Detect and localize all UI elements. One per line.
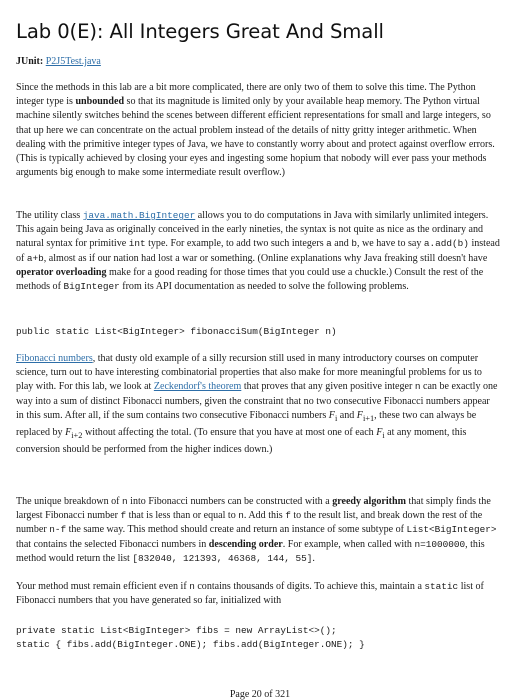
code-static-list [16, 624, 365, 652]
page-number-footer: Page 20 of 321 [229, 689, 291, 700]
inline-code: b [351, 238, 357, 250]
inline-code: f [285, 510, 291, 522]
text: , we have to say [356, 238, 424, 250]
text: contains thousands of digits. To achieve this, maintain a [194, 581, 425, 592]
text: The unique breakdown of [16, 496, 123, 507]
code-signature: public static List<BigInteger> fibonacciSum(BigInteger n) [16, 326, 337, 337]
paragraph-fibonacci [16, 352, 500, 457]
text: instead of [16, 238, 500, 264]
code-line: private static List<BigInteger> fibs = new ArrayList<>(); [16, 625, 337, 636]
inline-code: List<BigInteger> [406, 524, 497, 536]
code-line: static { fibs.add(BigInteger.ONE); fibs.add(BigInteger.ONE); } [16, 639, 365, 651]
inline-code: n=1000000 [414, 538, 466, 550]
bold-term-unbounded: unbounded [75, 96, 125, 108]
math-subscript: i [382, 431, 385, 441]
paragraph-biginteger [16, 209, 500, 294]
math-subscript: i [334, 413, 338, 423]
text: The utility class [16, 210, 83, 221]
inline-code: static [424, 581, 459, 592]
text: list of Fibonacci numbers that you have generated so far, initialized with [16, 581, 484, 607]
text: to the result list, and break down the rest of the number [16, 510, 483, 536]
text: type. For example, to add two such integers [145, 238, 327, 250]
text: . For example, when called with [282, 538, 415, 550]
text: and [331, 238, 352, 250]
junit-line [16, 56, 101, 67]
text: , almost as if our nation had lost a war or something. (Online explanations why Java freaking still doesn't have [43, 252, 488, 264]
inline-code: BigInteger [63, 281, 120, 293]
text: into Fibonacci numbers can be constructed with a [127, 496, 333, 507]
math-subscript: i+1 [362, 413, 375, 423]
text: can be exactly one way into a sum of distinct Fibonacci numbers, given the constraint that no two consecutive Fibonacci numbers appear in this sum. After all, if the sum contains two consecutive Fibonacci numbers [16, 381, 498, 421]
fibonacci-numbers-link[interactable]: Fibonacci numbers [16, 353, 93, 364]
text: . [312, 552, 315, 564]
junit-label: JUnit: [16, 56, 44, 67]
text: allows you to do computations in Java with similarly unlimited integers. This again being Java as originally conceived in the early nineties, the syntax is not quite as nice as the ordinary and natural syntax for primitive [16, 210, 489, 250]
text: at any moment, this conversion should be performed from the higher indices down.) [16, 427, 467, 456]
inline-code: n [414, 381, 421, 393]
text: the same way. This method should create and return an instance of some subtype of [66, 524, 407, 536]
text: , that dusty old example of a silly recursion still used in many introductory courses on computer science, turn out to have interesting combinatorial properties that also make for more meaningful problems for us to play with. For this lab, we look at [16, 353, 482, 393]
text: that contains the selected Fibonacci numbers in [16, 538, 209, 550]
inline-code: f [120, 510, 127, 522]
inline-code: a.add(b) [423, 238, 469, 250]
text: make for a good reading for those times that you could use a chuckle.) Consult the rest of the methods of [16, 266, 484, 293]
text: without affecting the total. (To ensure that you have at most one of each [82, 427, 377, 439]
math-var: F [65, 427, 72, 439]
text: that is less than or equal to [126, 510, 239, 522]
math-var: F [328, 409, 335, 421]
inline-code: n-f [49, 524, 67, 536]
document-page [16, 0, 504, 700]
text: from its API documentation as needed to solve the following problems. [119, 281, 409, 293]
text: and [337, 409, 357, 421]
bold-term-descending-order: descending order [208, 538, 283, 550]
zeckendorf-theorem-link[interactable]: Zeckendorf's theorem [153, 381, 242, 393]
junit-test-link[interactable]: P2J5Test.java [45, 56, 101, 67]
text: , these two can always be replaced by [16, 409, 477, 439]
math-subscript: i+2 [71, 431, 83, 441]
text: , this method would return the list [16, 538, 485, 564]
paragraph-efficiency [16, 580, 500, 608]
paragraph-greedy [16, 495, 500, 566]
inline-code: [832040, 121393, 46368, 144, 55] [132, 552, 313, 564]
bold-term-operator-overloading: operator overloading [16, 266, 107, 278]
biginteger-doc-link[interactable]: java.math.BigInteger [82, 210, 196, 221]
inline-code: n [189, 581, 195, 592]
page-title: Lab 0(E): All Integers Great And Small [16, 20, 384, 43]
text: that proves that any given positive integer [241, 381, 415, 393]
text: so that its magnitude is limited only by your available heap memory. The Python virtual machine silently switches behind the scenes between different efficient representations for small and large integers, so that up here we can concentrate on the actual problem instead of the details of nitty gritty integer arithmetic. When dealing with the primitive integer types of Java, we have to constantly worry about and protect against overflow errors. (This is typically achieved by closing your eyes and ingesting some hopium that nobody will ever pass your methods arguments big enough to make some intermediate result overflow.) [16, 96, 495, 179]
text: that simply finds the largest Fibonacci number [16, 496, 491, 522]
inline-code: n [238, 510, 244, 522]
math-var: F [356, 409, 363, 421]
text: . Add this [243, 510, 286, 522]
bold-term-greedy-algorithm: greedy algorithm [332, 496, 406, 507]
paragraph-intro [16, 81, 500, 180]
inline-code: int [128, 238, 146, 250]
inline-code: a [326, 238, 332, 250]
inline-code: n [122, 496, 128, 507]
inline-code: a+b [26, 252, 44, 264]
math-var: F [376, 427, 383, 439]
text: Your method must remain efficient even if [16, 581, 190, 592]
text: Since the methods in this lab are a bit more complicated, there are only two of them to solve this time. The Python integer type is [16, 82, 476, 108]
